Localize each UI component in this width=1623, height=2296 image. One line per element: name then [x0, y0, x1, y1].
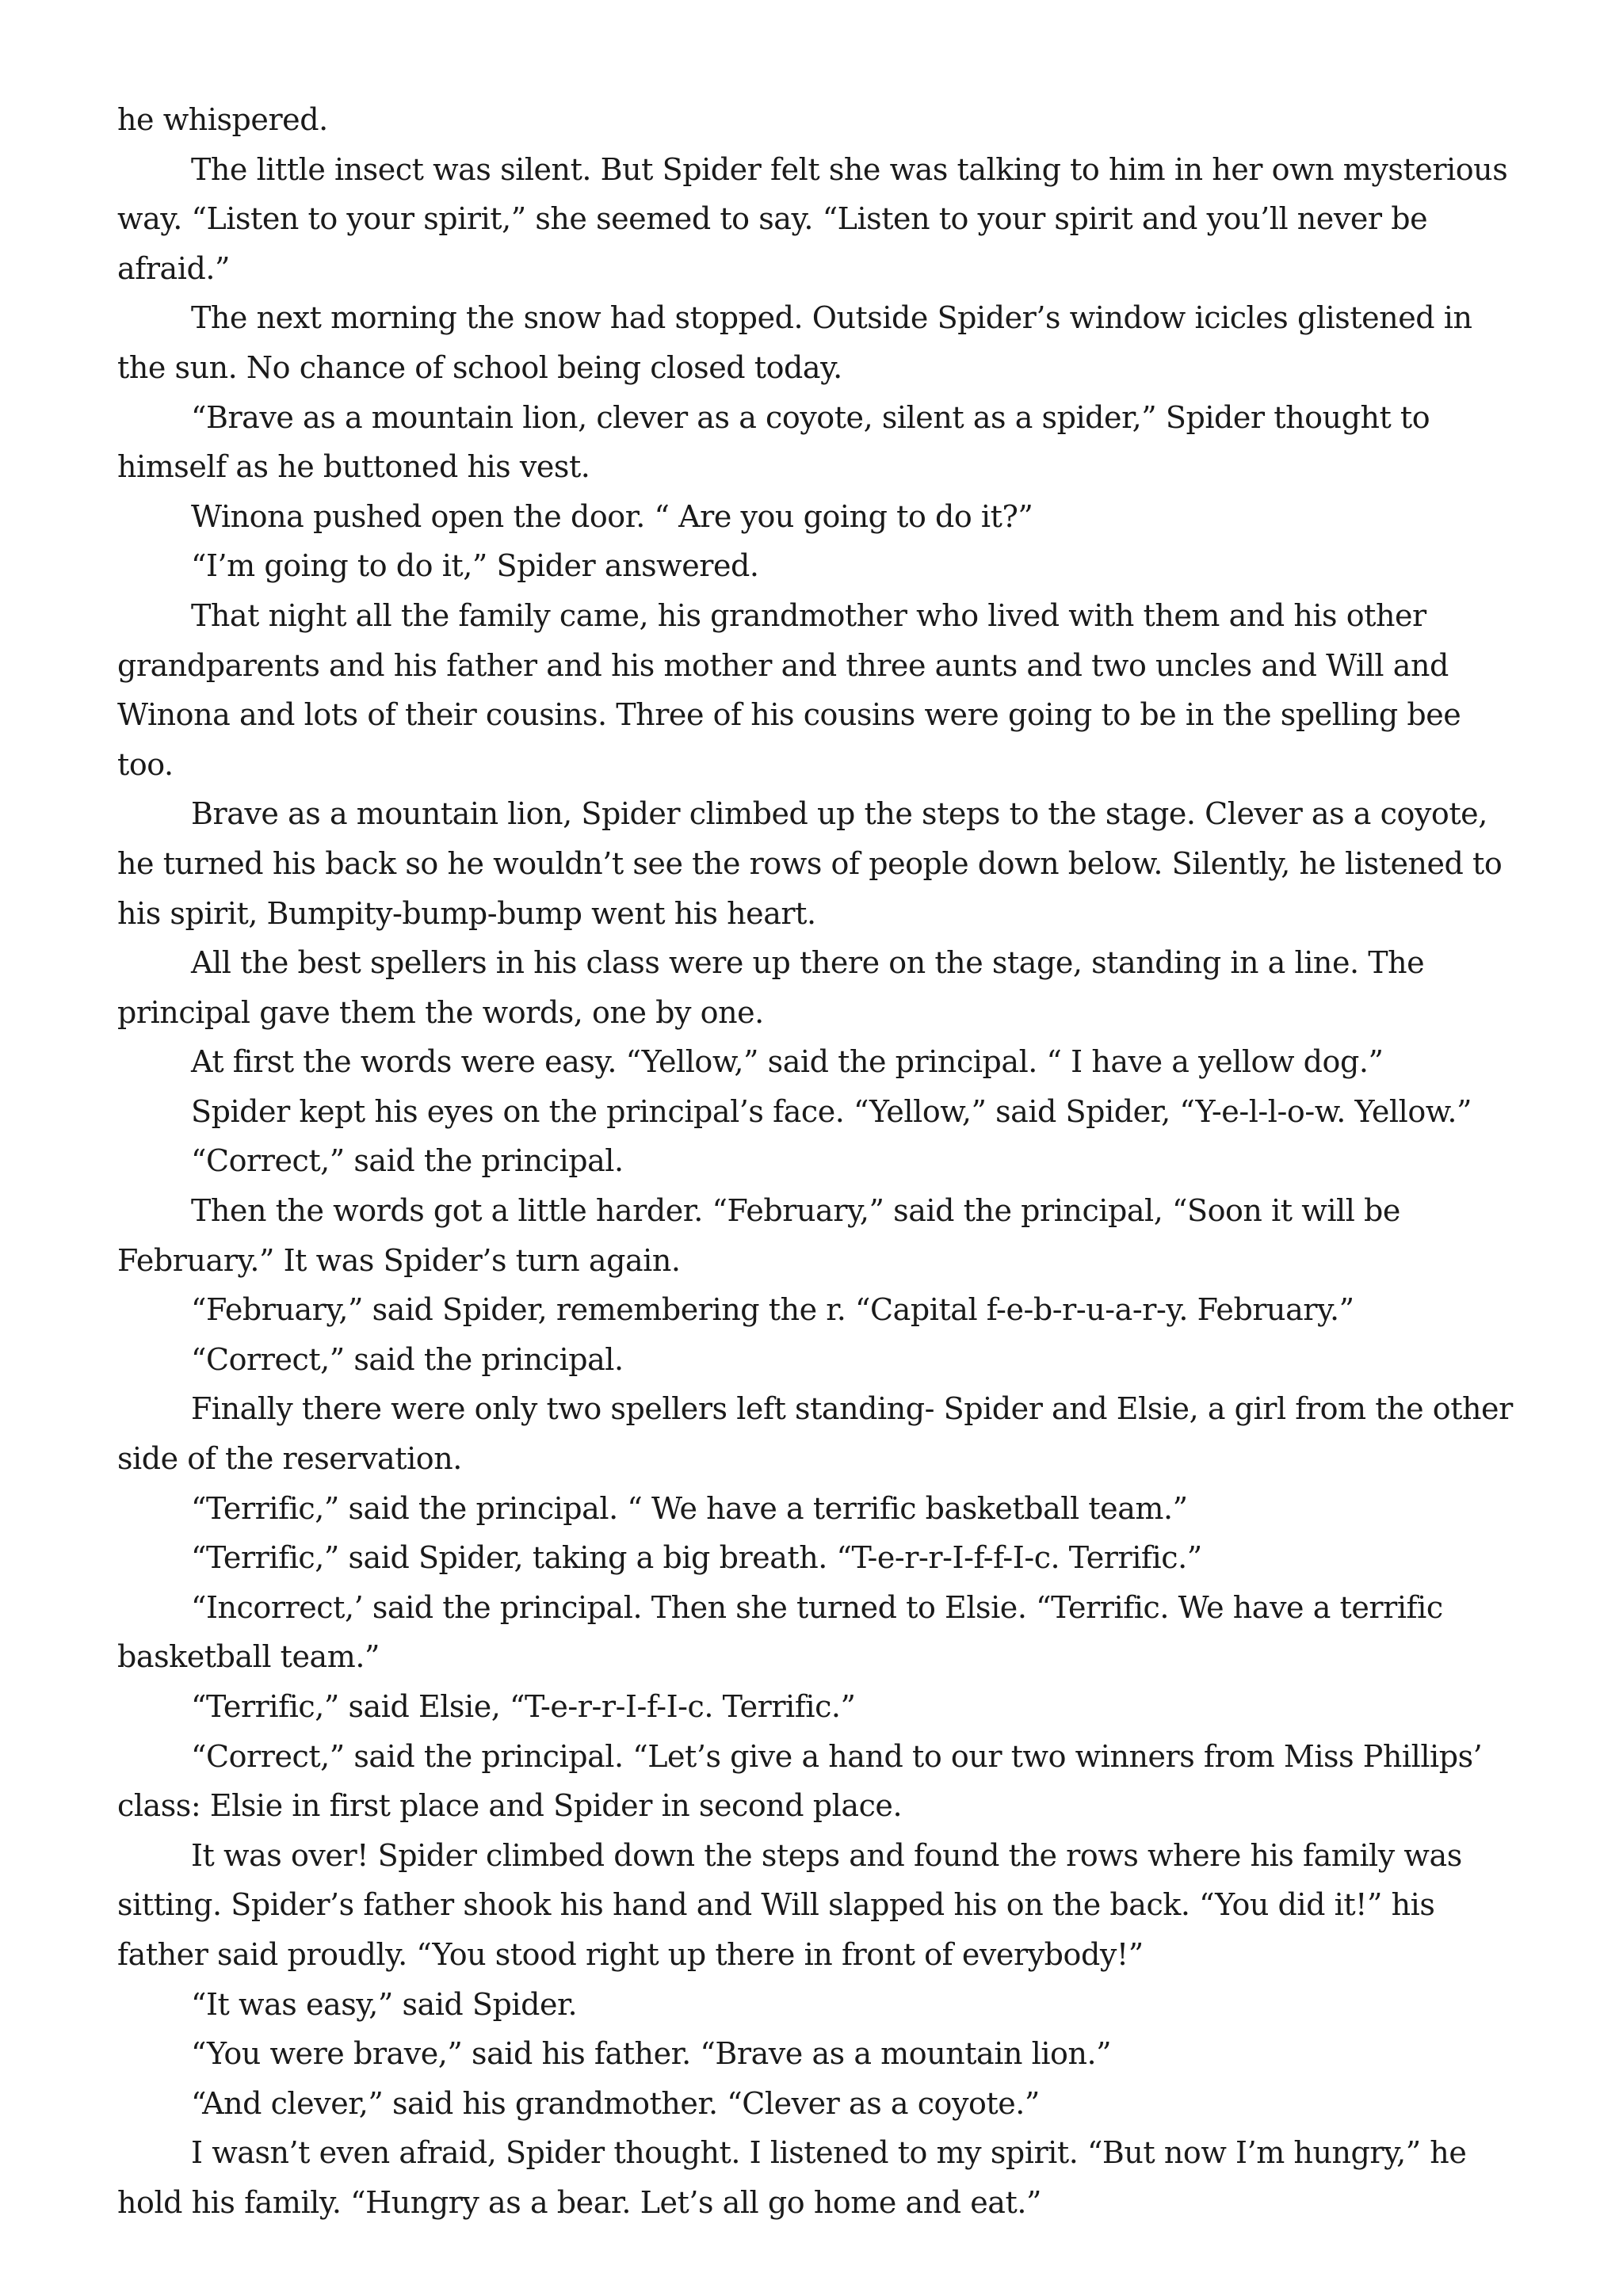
paragraph: Brave as a mountain lion, Spider climbed up the steps to the stage. Clever as a coyote, he turned his back so he wouldn’t see the rows of people down below. Silently, he listened to his spirit, Bumpity-bump-bump went his heart. — [117, 796, 1503, 931]
paragraph: Finally there were only two spellers left standing- Spider and Elsie, a girl from the other side of the reservation. — [117, 1391, 1513, 1477]
paragraph: “Terrific,” said Spider, taking a big breath. “T-e-r-r-I-f-f-I-c. Terrific.” — [191, 1540, 1202, 1576]
paragraph: The little insect was silent. But Spider felt she was talking to him in her own mysterious way. “Listen to your spirit,” she seemed to say. “Listen to your spirit and you’ll never be afraid.” — [117, 151, 1508, 286]
paragraph: “It was easy,” said Spider. — [191, 1986, 578, 2022]
paragraph: Then the words got a little harder. “February,” said the principal, “Soon it will be February.” It was Spider’s turn again. — [117, 1193, 1400, 1278]
paragraph: It was over! Spider climbed down the steps and found the rows where his family was sitting. Spider’s father shook his hand and Will slapped his on the back. “You did it!” his father said proudly. “You stood right up there in front of everybody!” — [117, 1837, 1462, 1972]
paragraph: “And clever,” said his grandmother. “Clever as a coyote.” — [191, 2085, 1040, 2121]
paragraph: The next morning the snow had stopped. Outside Spider’s window icicles glistened in the sun. No chance of school being closed today. — [117, 300, 1472, 385]
paragraph: “Correct,” said the principal. — [191, 1143, 624, 1179]
paragraph: I wasn’t even afraid, Spider thought. I listened to my spirit. “But now I’m hungry,” he hold his family. “Hungry as a bear. Let’s all go home and eat.” — [117, 2135, 1467, 2220]
paragraph: Spider kept his eyes on the principal’s face. “Yellow,” said Spider, “Y-e-l-l-o-w. Yellow.” — [191, 1093, 1472, 1129]
paragraph: “February,” said Spider, remembering the r. “Capital f-e-b-r-u-a-r-y. February.” — [191, 1292, 1354, 1328]
paragraph: That night all the family came, his grandmother who lived with them and his other grandparents and his father and his mother and three aunts and two uncles and Will and Winona and lots of their cousins. Three of his cousins were going to be in the spelling bee too. — [117, 597, 1461, 782]
paragraph: “Terrific,” said Elsie, “T-e-r-r-I-f-I-c. Terrific.” — [191, 1689, 856, 1724]
paragraph: “Correct,” said the principal. “Let’s give a hand to our two winners from Miss Phillips’ class: Elsie in first place and Spider in second place. — [117, 1738, 1483, 1824]
story-text — [117, 95, 1514, 2228]
paragraph: “Correct,” said the principal. — [191, 1341, 624, 1377]
paragraph: Winona pushed open the door. “ Are you going to do it?” — [191, 498, 1033, 534]
paragraph: he whispered. — [117, 102, 328, 137]
paragraph: “Terrific,” said the principal. “ We have a terrific basketball team.” — [191, 1490, 1188, 1526]
paragraph: “Incorrect,’ said the principal. Then she turned to Elsie. “Terrific. We have a terrific basketball team.” — [117, 1589, 1443, 1675]
paragraph: All the best spellers in his class were up there on the stage, standing in a line. The principal gave them the words, one by one. — [117, 945, 1425, 1030]
paragraph: “You were brave,” said his father. “Brave as a mountain lion.” — [191, 2036, 1112, 2072]
paragraph: “I’m going to do it,” Spider answered. — [191, 548, 759, 584]
paragraph: “Brave as a mountain lion, clever as a coyote, silent as a spider,” Spider thought to himself as he buttoned his vest. — [117, 399, 1430, 485]
paragraph: At first the words were easy. “Yellow,” said the principal. “ I have a yellow dog.” — [191, 1044, 1384, 1080]
